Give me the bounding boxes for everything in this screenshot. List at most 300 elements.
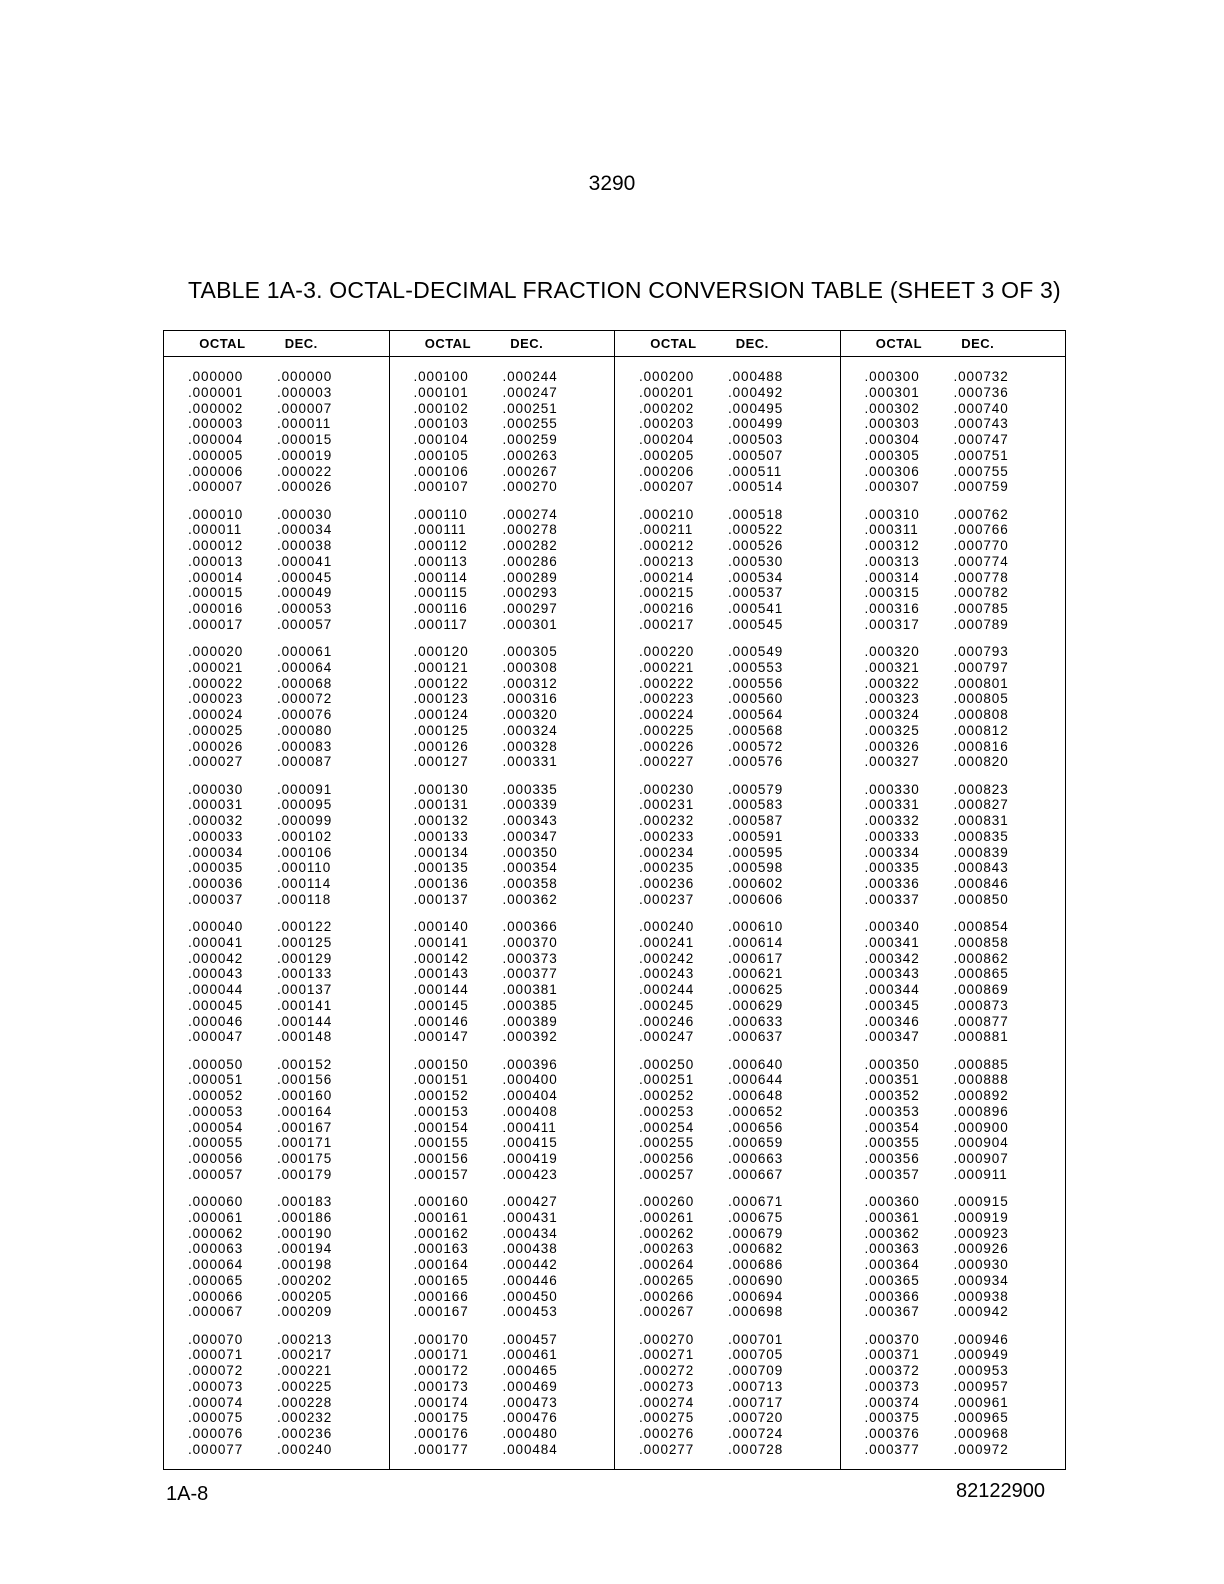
decimal-value: .000755 [953,463,1009,479]
table-row [865,876,1066,892]
table-row [639,797,840,813]
octal-value: .000334 [864,844,920,860]
octal-value: .000122 [413,675,469,691]
octal-value: .000234 [639,844,695,860]
decimal-value: .000064 [277,659,333,675]
table-row [188,432,389,448]
decimal-value: .000347 [502,828,558,844]
table-row [639,1410,840,1426]
octal-value: .000325 [864,722,920,738]
decimal-value: .000576 [728,754,784,770]
table-row [639,416,840,432]
decimal-value: .000408 [502,1103,558,1119]
octal-value: .000010 [188,506,244,522]
table-row [639,860,840,876]
decimal-value: .000110 [277,860,332,876]
octal-value: .000170 [413,1331,469,1347]
table-row [639,1332,840,1348]
decimal-value: .000221 [277,1363,333,1378]
decimal-value: .000720 [728,1410,784,1426]
octal-value: .000041 [188,934,244,950]
table-row [188,998,389,1014]
decimal-value: .000186 [277,1209,333,1225]
decimal-value: .000442 [502,1257,558,1272]
table-row [414,416,615,432]
octal-value: .000312 [864,538,920,553]
table-row [639,691,840,707]
decimal-value: .000774 [953,553,1009,569]
table-row [865,554,1066,570]
decimal-value: .000610 [728,919,784,934]
decimal-value: .000923 [953,1225,1009,1241]
octal-value: .000076 [188,1426,244,1441]
octal-value: .000253 [639,1103,695,1119]
decimal-value: .000015 [277,432,333,447]
octal-value: .000201 [639,384,695,400]
table-row [639,1395,840,1411]
decimal-value: .000091 [277,781,333,797]
octal-value: .000260 [639,1194,695,1209]
decimal-value: .000076 [277,707,333,722]
octal-value: .000036 [188,876,244,891]
table-row [639,1014,840,1030]
decimal-value: .000553 [728,659,784,675]
table-row [414,1273,615,1289]
octal-value: .000034 [188,844,244,860]
decimal-value: .000835 [953,828,1009,844]
decimal-value: .000190 [277,1225,333,1241]
octal-value: .000273 [639,1378,695,1394]
octal-value: .000160 [413,1194,469,1209]
table-row [865,1289,1066,1305]
octal-value: .000373 [864,1378,920,1394]
table-row [639,1226,840,1242]
decimal-value: .000247 [502,384,558,400]
octal-value: .000057 [188,1166,244,1182]
octal-value: .000011 [188,522,243,538]
decimal-value: .000034 [277,522,333,538]
decimal-value: .000324 [502,722,558,738]
decimal-value: .000724 [728,1426,784,1441]
decimal-value: .000965 [953,1410,1009,1426]
decimal-value: .000770 [953,538,1009,553]
table-row [188,919,389,935]
column-header-dec: DEC. [735,336,769,351]
octal-value: .000110 [413,506,468,522]
column-header-octal: OCTAL [199,336,246,351]
table-row [188,813,389,829]
octal-value: .000331 [864,797,920,813]
row-group [414,1194,615,1320]
table-row [865,1347,1066,1363]
octal-value: .000335 [864,860,920,876]
decimal-value: .000122 [277,919,333,934]
column-header-octal: OCTAL [650,336,697,351]
decimal-value: .000171 [277,1135,333,1151]
decimal-value: .000476 [502,1410,558,1426]
octal-value: .000012 [188,538,244,553]
decimal-value: .000133 [277,966,333,982]
octal-value: .000002 [188,400,244,416]
octal-value: .000112 [413,538,468,553]
octal-value: .000155 [413,1135,469,1151]
table-row [414,739,615,755]
table-row [865,1273,1066,1289]
table-row [639,570,840,586]
table-row [188,1241,389,1257]
octal-value: .000166 [413,1288,469,1304]
decimal-value: .000881 [953,1029,1009,1045]
table-row [865,644,1066,660]
octal-value: .000167 [413,1304,469,1320]
decimal-value: .000427 [502,1194,558,1209]
table-row [865,1442,1066,1458]
decimal-value: .000080 [277,722,333,738]
table-row [639,1104,840,1120]
table-row [188,1257,389,1273]
table-row [639,1241,840,1257]
table-row [414,1241,615,1257]
decimal-value: .000900 [953,1119,1009,1135]
decimal-value: .000293 [502,585,558,601]
decimal-value: .000877 [953,1013,1009,1029]
decimal-value: .000850 [953,891,1009,907]
octal-value: .000323 [864,691,920,707]
row-group [188,507,389,633]
octal-value: .000307 [864,479,920,495]
decimal-value: .000061 [277,644,333,659]
table-row [865,432,1066,448]
table-row [639,432,840,448]
decimal-value: .000675 [728,1209,784,1225]
table-row [188,1304,389,1320]
table-row [639,1426,840,1442]
table-row [865,385,1066,401]
decimal-value: .000839 [953,844,1009,860]
table-row [639,617,840,633]
table-row [414,1104,615,1120]
decimal-value: .000377 [502,966,558,982]
decimal-value: .000320 [502,707,558,722]
decimal-value: .000865 [953,966,1009,982]
decimal-value: .000297 [502,601,558,616]
octal-value: .000136 [413,876,469,891]
decimal-value: .000217 [277,1347,333,1363]
table-row [414,860,615,876]
decimal-value: .000762 [953,506,1009,522]
decimal-value: .000087 [277,754,333,770]
octal-value: .000044 [188,982,244,997]
decimal-value: .000957 [953,1378,1009,1394]
table-row [865,464,1066,480]
table-row [639,919,840,935]
table-row [639,369,840,385]
octal-value: .000134 [413,844,469,860]
octal-value: .000316 [864,601,920,616]
decimal-value: .000888 [953,1072,1009,1088]
octal-value: .000226 [639,738,695,754]
octal-value: .000173 [413,1378,469,1394]
row-group [865,507,1066,633]
octal-value: .000154 [413,1119,469,1135]
table-row [865,782,1066,798]
table-row [639,723,840,739]
octal-value: .000324 [864,707,920,722]
octal-value: .000244 [639,982,695,997]
octal-value: .000030 [188,781,244,797]
table-row [414,570,615,586]
octal-value: .000174 [413,1394,469,1410]
octal-value: .000355 [864,1135,920,1151]
octal-value: .000231 [639,797,695,813]
octal-value: .000237 [639,891,695,907]
table-row [414,1395,615,1411]
table-row [414,998,615,1014]
octal-value: .000051 [188,1072,244,1088]
decimal-value: .000644 [728,1072,784,1088]
table-row [188,860,389,876]
decimal-value: .000629 [728,997,784,1013]
table-row [414,1257,615,1273]
octal-value: .000321 [864,659,920,675]
table-row [414,782,615,798]
octal-value: .000346 [864,1013,920,1029]
octal-value: .000037 [188,891,244,907]
decimal-value: .000812 [953,722,1009,738]
decimal-value: .000511 [728,463,783,479]
decimal-value: .000568 [728,722,784,738]
octal-value: .000370 [864,1331,920,1347]
octal-value: .000350 [864,1056,920,1072]
table-row [639,829,840,845]
decimal-value: .000099 [277,813,333,828]
table-row [639,1273,840,1289]
table-row [639,1304,840,1320]
panel-body [841,357,1066,1458]
octal-value: .000213 [639,553,695,569]
decimal-value: .000968 [953,1426,1009,1441]
decimal-value: .000549 [728,644,784,659]
decimal-value: .000263 [502,447,558,463]
octal-value: .000016 [188,601,244,616]
table-row [865,479,1066,495]
octal-value: .000304 [864,432,920,447]
decimal-value: .000160 [277,1088,333,1103]
table-row [639,1151,840,1167]
table-row [639,522,840,538]
octal-value: .000054 [188,1119,244,1135]
decimal-value: .000640 [728,1056,784,1072]
table-row [865,538,1066,554]
column-header-dec: DEC. [284,336,318,351]
table-row [414,1226,615,1242]
decimal-value: .000915 [953,1194,1009,1209]
octal-value: .000162 [413,1225,469,1241]
octal-value: .000300 [864,369,920,384]
octal-value: .000302 [864,400,920,416]
octal-value: .000135 [413,860,469,876]
octal-value: .000344 [864,982,920,997]
row-group [865,1332,1066,1458]
octal-value: .000027 [188,754,244,770]
octal-value: .000007 [188,479,244,495]
decimal-value: .000129 [277,950,333,966]
table-row [414,1151,615,1167]
decimal-value: .000808 [953,707,1009,722]
table-row [414,1057,615,1073]
decimal-value: .000267 [502,463,558,479]
octal-value: .000215 [639,585,695,601]
table-row [414,448,615,464]
octal-value: .000157 [413,1166,469,1182]
decimal-value: .000366 [502,919,558,934]
octal-value: .000254 [639,1119,695,1135]
octal-value: .000071 [188,1347,244,1363]
octal-value: .000107 [413,479,469,495]
table-row [865,723,1066,739]
decimal-value: .000308 [502,659,558,675]
decimal-value: .000328 [502,738,558,754]
table-row [865,1379,1066,1395]
decimal-value: .000598 [728,860,784,876]
table-row [639,585,840,601]
decimal-value: .000656 [728,1119,784,1135]
decimal-value: .000156 [277,1072,333,1088]
decimal-value: .000682 [728,1241,784,1257]
row-group [414,1332,615,1458]
octal-value: .000103 [413,416,469,432]
decimal-value: .000846 [953,876,1009,891]
octal-value: .000224 [639,707,695,722]
table-row [639,1347,840,1363]
octal-value: .000060 [188,1194,244,1209]
table-row [188,829,389,845]
decimal-value: .000560 [728,691,784,707]
octal-value: .000013 [188,553,244,569]
table-row [865,829,1066,845]
decimal-value: .000484 [502,1441,558,1457]
decimal-value: .000705 [728,1347,784,1363]
table-row [188,1194,389,1210]
decimal-value: .000602 [728,876,784,891]
row-group [865,919,1066,1045]
table-row [865,369,1066,385]
row-group [188,1057,389,1183]
table-row [865,416,1066,432]
octal-value: .000342 [864,950,920,966]
decimal-value: .000232 [277,1410,333,1426]
table-row [414,522,615,538]
row-group [639,1194,840,1320]
octal-value: .000233 [639,828,695,844]
decimal-value: .000885 [953,1056,1009,1072]
table-row [639,1167,840,1183]
table-row [865,1226,1066,1242]
table-row [414,617,615,633]
octal-value: .000115 [413,585,468,601]
decimal-value: .000404 [502,1088,558,1103]
table-row [188,691,389,707]
decimal-value: .000343 [502,813,558,828]
row-group [639,919,840,1045]
decimal-value: .000026 [277,479,333,495]
decimal-value: .000904 [953,1135,1009,1151]
table-row [188,1072,389,1088]
table-row [414,464,615,480]
octal-value: .000211 [639,522,694,538]
table-title: TABLE 1A-3. OCTAL-DECIMAL FRACTION CONVERSION TABLE (SHEET 3 OF 3) [188,277,1061,303]
table-row [865,601,1066,617]
table-row [188,845,389,861]
octal-value: .000073 [188,1378,244,1394]
decimal-value: .000869 [953,982,1009,997]
table-row [188,416,389,432]
table-row [188,1104,389,1120]
decimal-value: .000831 [953,813,1009,828]
octal-value: .000204 [639,432,695,447]
octal-value: .000015 [188,585,244,601]
table-row [639,448,840,464]
octal-value: .000045 [188,997,244,1013]
octal-value: .000206 [639,463,695,479]
table-row [865,1210,1066,1226]
octal-value: .000322 [864,675,920,691]
octal-value: .000177 [413,1441,469,1457]
octal-value: .000004 [188,432,244,447]
table-row [188,1273,389,1289]
table-row [188,644,389,660]
table-row [865,919,1066,935]
panel-body [390,357,615,1458]
decimal-value: .000492 [728,384,784,400]
table-row [414,479,615,495]
decimal-value: .000953 [953,1363,1009,1378]
decimal-value: .000896 [953,1103,1009,1119]
octal-value: .000033 [188,828,244,844]
panel-header [615,331,840,357]
table-row [639,1379,840,1395]
decimal-value: .000495 [728,400,784,416]
octal-value: .000065 [188,1272,244,1288]
decimal-value: .000526 [728,538,784,553]
decimal-value: .000240 [277,1441,333,1457]
decimal-value: .000431 [502,1209,558,1225]
octal-value: .000020 [188,644,244,659]
table-row [414,1289,615,1305]
decimal-value: .000022 [277,463,333,479]
octal-value: .000217 [639,616,695,632]
octal-value: .000001 [188,384,244,400]
octal-value: .000266 [639,1288,695,1304]
row-group [414,782,615,908]
octal-value: .000075 [188,1410,244,1426]
decimal-value: .000411 [502,1119,557,1135]
panel-header [390,331,615,357]
decimal-value: .000389 [502,1013,558,1029]
octal-value: .000150 [413,1056,469,1072]
table-row [414,385,615,401]
octal-value: .000014 [188,569,244,585]
octal-value: .000243 [639,966,695,982]
decimal-value: .000259 [502,432,558,447]
column-header-dec: DEC. [961,336,995,351]
row-group [188,919,389,1045]
octal-value: .000333 [864,828,920,844]
octal-value: .000351 [864,1072,920,1088]
octal-value: .000311 [864,522,919,538]
table-row [639,1029,840,1045]
decimal-value: .000766 [953,522,1009,538]
